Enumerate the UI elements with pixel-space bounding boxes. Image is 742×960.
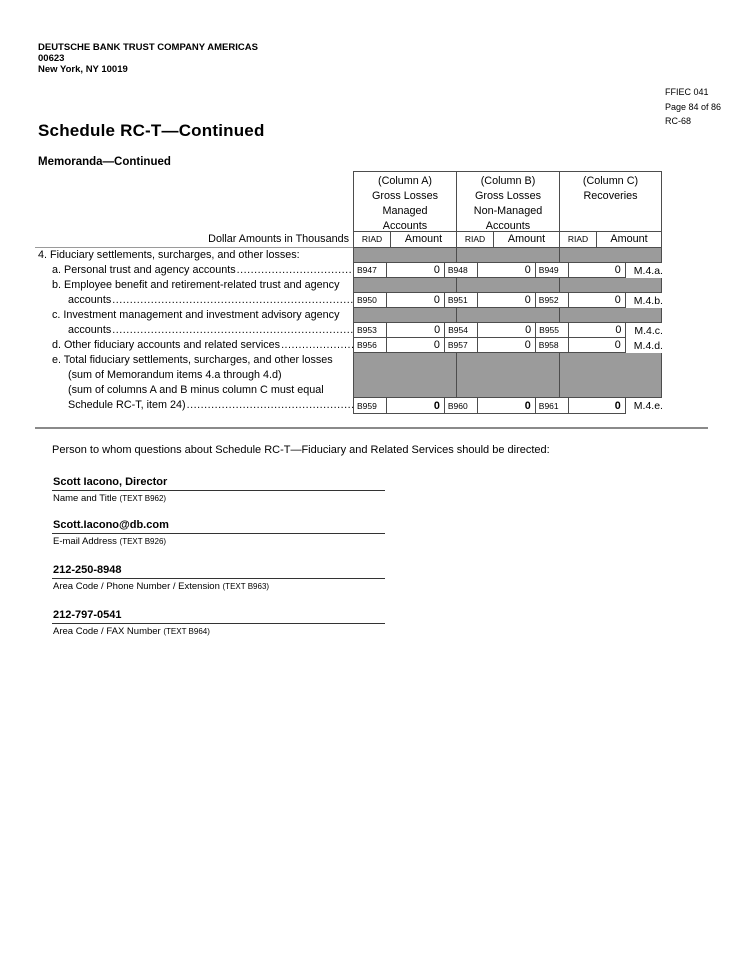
riad-code-cell: B949 <box>535 263 568 278</box>
form-type: FFIEC 041 <box>665 87 709 97</box>
memo-row-4e-lines <box>35 353 663 398</box>
riad-code-cell: B958 <box>535 338 568 353</box>
column-c-header: (Column C) Recoveries <box>559 171 662 232</box>
amount-cell: 0 <box>568 293 626 308</box>
page-code: RC-68 <box>665 116 692 126</box>
dot-leader <box>112 293 353 308</box>
memo-row-4d <box>35 338 663 353</box>
contact-name-field <box>52 476 385 504</box>
gray-cell <box>353 248 456 263</box>
section-title: Memoranda—Continued <box>38 156 171 168</box>
page-title: Schedule RC-T—Continued <box>38 121 265 140</box>
row-label: accounts <box>68 324 112 336</box>
gray-cell <box>353 308 456 323</box>
amount-cell: 0 <box>386 293 444 308</box>
riad-code-cell: B955 <box>535 323 568 338</box>
separator-rule <box>35 427 708 429</box>
bank-info-block <box>38 42 258 75</box>
row-label: accounts <box>68 294 112 306</box>
gray-cell <box>559 353 662 398</box>
item-ref: M.4.b. <box>633 294 663 307</box>
table-header-row <box>35 171 663 232</box>
dot-leader <box>281 338 353 353</box>
row-label-multiline: e. Total fiduciary settlements, surcharges, and other losses (sum of Memorandum items 4.a through 4.d) (sum of columns A and B minus column C must equal <box>52 354 333 396</box>
memo-row-4 <box>35 248 663 263</box>
memo-row-4c-line1 <box>35 308 663 323</box>
item-ref: M.4.d. <box>633 339 663 352</box>
contact-phone-field <box>52 564 385 592</box>
gray-cell <box>456 248 559 263</box>
contact-phone-label: Area Code / Phone Number / Extension (TEXT B963) <box>53 581 270 592</box>
memo-row-4c <box>35 323 663 338</box>
row-label: d. Other fiduciary accounts and related services <box>52 339 281 351</box>
contact-intro: Person to whom questions about Schedule RC-T—Fiduciary and Related Services should be directed: <box>52 444 550 456</box>
amount-cell: 0 <box>477 338 535 353</box>
riad-code-cell: B954 <box>444 323 477 338</box>
riad-code-cell: B959 <box>353 398 386 414</box>
riad-code-cell: B947 <box>353 263 386 278</box>
form-info-block <box>665 85 721 129</box>
riad-code-cell: B953 <box>353 323 386 338</box>
riad-code-cell: B960 <box>444 398 477 414</box>
contact-phone-value: 212-250-8948 <box>52 564 385 579</box>
table-subheader-row <box>35 232 663 248</box>
contact-email-value: Scott.Iacono@db.com <box>52 519 385 534</box>
memo-row-4b-line1 <box>35 278 663 293</box>
gray-cell <box>353 278 456 293</box>
contact-email-field <box>52 519 385 547</box>
field-code: (TEXT B962) <box>119 494 167 503</box>
riad-header-a: RIAD <box>353 232 390 248</box>
riad-code-cell: B952 <box>535 293 568 308</box>
amount-cell: 0 <box>477 323 535 338</box>
riad-code-cell: B956 <box>353 338 386 353</box>
column-a-header: (Column A) Gross Losses Managed Accounts <box>353 171 456 232</box>
column-b-header: (Column B) Gross Losses Non-Managed Accounts <box>456 171 559 232</box>
memo-row-4b <box>35 293 663 308</box>
gray-cell <box>456 278 559 293</box>
page-number: Page 84 of 86 <box>665 101 722 112</box>
amount-cell: 0 <box>568 323 626 338</box>
dot-leader <box>187 398 353 413</box>
row-label: c. Investment management and investment advisory agency <box>52 309 340 321</box>
riad-code-cell: B961 <box>535 398 568 414</box>
row-label: 4. Fiduciary settlements, surcharges, and other losses: <box>38 249 300 261</box>
memo-row-4e <box>35 398 663 414</box>
item-ref: M.4.a. <box>633 264 663 277</box>
contact-fax-field <box>52 609 385 637</box>
item-ref: M.4.c. <box>634 324 663 337</box>
contact-name-label: Name and Title (TEXT B962) <box>53 493 167 504</box>
bank-cert-number: 00623 <box>38 53 65 64</box>
riad-code-cell: B948 <box>444 263 477 278</box>
amount-header-b: Amount <box>493 232 559 248</box>
amount-cell: 0 <box>568 398 626 414</box>
gray-cell <box>353 353 456 398</box>
dot-leader <box>112 323 353 338</box>
bank-name: DEUTSCHE BANK TRUST COMPANY AMERICAS <box>38 42 258 53</box>
item-ref: M.4.e. <box>633 400 663 412</box>
row-label: a. Personal trust and agency accounts <box>52 264 236 276</box>
amount-cell: 0 <box>386 323 444 338</box>
gray-cell <box>456 308 559 323</box>
amount-cell: 0 <box>477 263 535 278</box>
amount-header-a: Amount <box>390 232 456 248</box>
gray-cell <box>559 248 662 263</box>
field-code: (TEXT B926) <box>119 537 167 546</box>
riad-code-cell: B951 <box>444 293 477 308</box>
header-spacer <box>35 171 353 232</box>
riad-header-c: RIAD <box>559 232 596 248</box>
riad-code-cell: B950 <box>353 293 386 308</box>
gray-cell <box>559 278 662 293</box>
gray-cell <box>456 353 559 398</box>
amount-cell: 0 <box>477 398 535 414</box>
contact-name-value: Scott Iacono, Director <box>52 476 385 491</box>
contact-fax-value: 212-797-0541 <box>52 609 385 624</box>
dollar-amounts-label: Dollar Amounts in Thousands <box>35 232 353 248</box>
riad-code-cell: B957 <box>444 338 477 353</box>
amount-cell: 0 <box>386 263 444 278</box>
riad-header-b: RIAD <box>456 232 493 248</box>
dot-leader <box>237 263 353 278</box>
contact-fax-label: Area Code / FAX Number (TEXT B964) <box>53 626 210 637</box>
gray-cell <box>559 308 662 323</box>
field-code: (TEXT B963) <box>222 582 270 591</box>
amount-cell: 0 <box>568 263 626 278</box>
amount-cell: 0 <box>477 293 535 308</box>
contact-email-label: E-mail Address (TEXT B926) <box>53 536 167 547</box>
row-label: b. Employee benefit and retirement-related trust and agency <box>52 279 340 291</box>
amount-cell: 0 <box>386 338 444 353</box>
amount-cell: 0 <box>386 398 444 414</box>
row-label: Schedule RC-T, item 24) <box>68 399 186 411</box>
memoranda-table <box>35 171 663 414</box>
amount-cell: 0 <box>568 338 626 353</box>
memo-row-4a <box>35 263 663 278</box>
field-code: (TEXT B964) <box>163 627 210 636</box>
bank-location: New York, NY 10019 <box>38 64 128 75</box>
amount-header-c: Amount <box>596 232 662 248</box>
